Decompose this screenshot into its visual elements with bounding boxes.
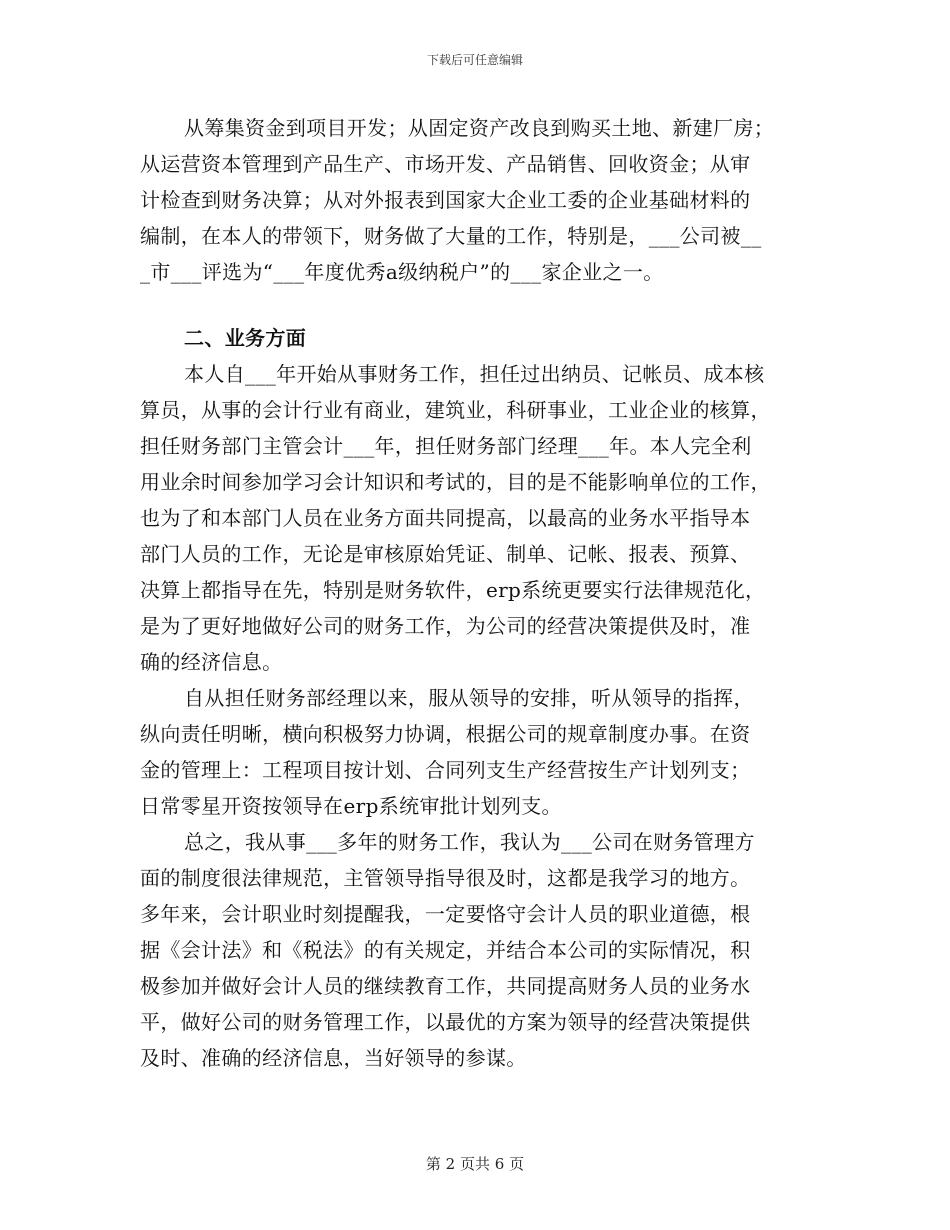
paragraph-line: 纵向责任明晰，横向积极努力协调，根据公司的规章制度办事。在资 xyxy=(140,722,751,746)
paragraph-line: 算员，从事的会计行业有商业，建筑业，科研事业，工业企业的核算， xyxy=(140,398,771,422)
paragraph-line: 本人自___年开始从事财务工作，担任过出纳员、记帐员、成本核 xyxy=(184,362,765,386)
paragraph-line: 多年来，会计职业时刻提醒我，一定要恪守会计人员的职业道德，根 xyxy=(140,902,751,926)
paragraph-management xyxy=(140,680,810,824)
paragraph-line: 平，做好公司的财务管理工作，以最优的方案为领导的经营决策提供 xyxy=(140,1010,751,1034)
paragraph-summary xyxy=(140,824,810,1076)
page-number: 第 2 页共 6 页 xyxy=(425,1155,525,1173)
paragraph-line: 是为了更好地做好公司的财务工作，为公司的经营决策提供及时，准 xyxy=(140,614,751,638)
paragraph-line: 面的制度很法律规范，主管领导指导很及时，这都是我学习的地方。 xyxy=(140,866,751,890)
paragraph-line: 从运营资本管理到产品生产、市场开发、产品销售、回收资金；从审 xyxy=(140,152,751,176)
paragraph-line: 据《会计法》和《税法》的有关规定，并结合本公司的实际情况，积 xyxy=(140,938,751,962)
paragraph-line: _市___评选为“___年度优秀a级纳税户”的___家企业之一。 xyxy=(140,260,664,284)
paragraph-line: 也为了和本部门人员在业务方面共同提高，以最高的业务水平指导本 xyxy=(140,506,751,530)
paragraph-line: 极参加并做好会计人员的继续教育工作，共同提高财务人员的业务水 xyxy=(140,974,751,998)
paragraph-experience xyxy=(140,356,810,680)
paragraph-line: 编制，在本人的带领下，财务做了大量的工作，特别是，___公司被__ xyxy=(140,224,762,248)
paragraph-line: 金的管理上：工程项目按计划、合同列支生产经营按生产计划列支； xyxy=(140,758,751,782)
section-heading: 二、业务方面 xyxy=(184,326,307,350)
paragraph-funding xyxy=(140,110,810,290)
paragraph-line: 部门人员的工作，无论是审核原始凭证、制单、记帐、报表、预算、 xyxy=(140,542,751,566)
paragraph-line: 决算上都指导在先，特别是财务软件，erp系统更要实行法律规范化， xyxy=(140,578,766,602)
paragraph-line: 用业余时间参加学习会计知识和考试的，目的是不能影响单位的工作， xyxy=(140,470,771,494)
paragraph-line: 自从担任财务部经理以来，服从领导的安排，听从领导的指挥， xyxy=(184,686,754,710)
paragraph-line: 确的经济信息。 xyxy=(140,650,283,674)
paragraph-line: 总之，我从事___多年的财务工作，我认为___公司在财务管理方 xyxy=(184,830,755,854)
paragraph-line: 及时、准确的经济信息，当好领导的参谋。 xyxy=(140,1046,527,1070)
paragraph-line: 日常零星开资按领导在erp系统审批计划列支。 xyxy=(140,794,562,818)
paragraph-line: 计检查到财务决算；从对外报表到国家大企业工委的企业基础材料的 xyxy=(140,188,751,212)
page-header: 下载后可任意编辑 xyxy=(426,53,523,67)
paragraph-line: 从筹集资金到项目开发；从固定资产改良到购买土地、新建厂房； xyxy=(184,116,775,140)
document-body xyxy=(140,110,810,1076)
section-spacer xyxy=(140,290,810,320)
paragraph-line: 担任财务部门主管会计___年，担任财务部门经理___年。本人完全利 xyxy=(140,434,752,458)
